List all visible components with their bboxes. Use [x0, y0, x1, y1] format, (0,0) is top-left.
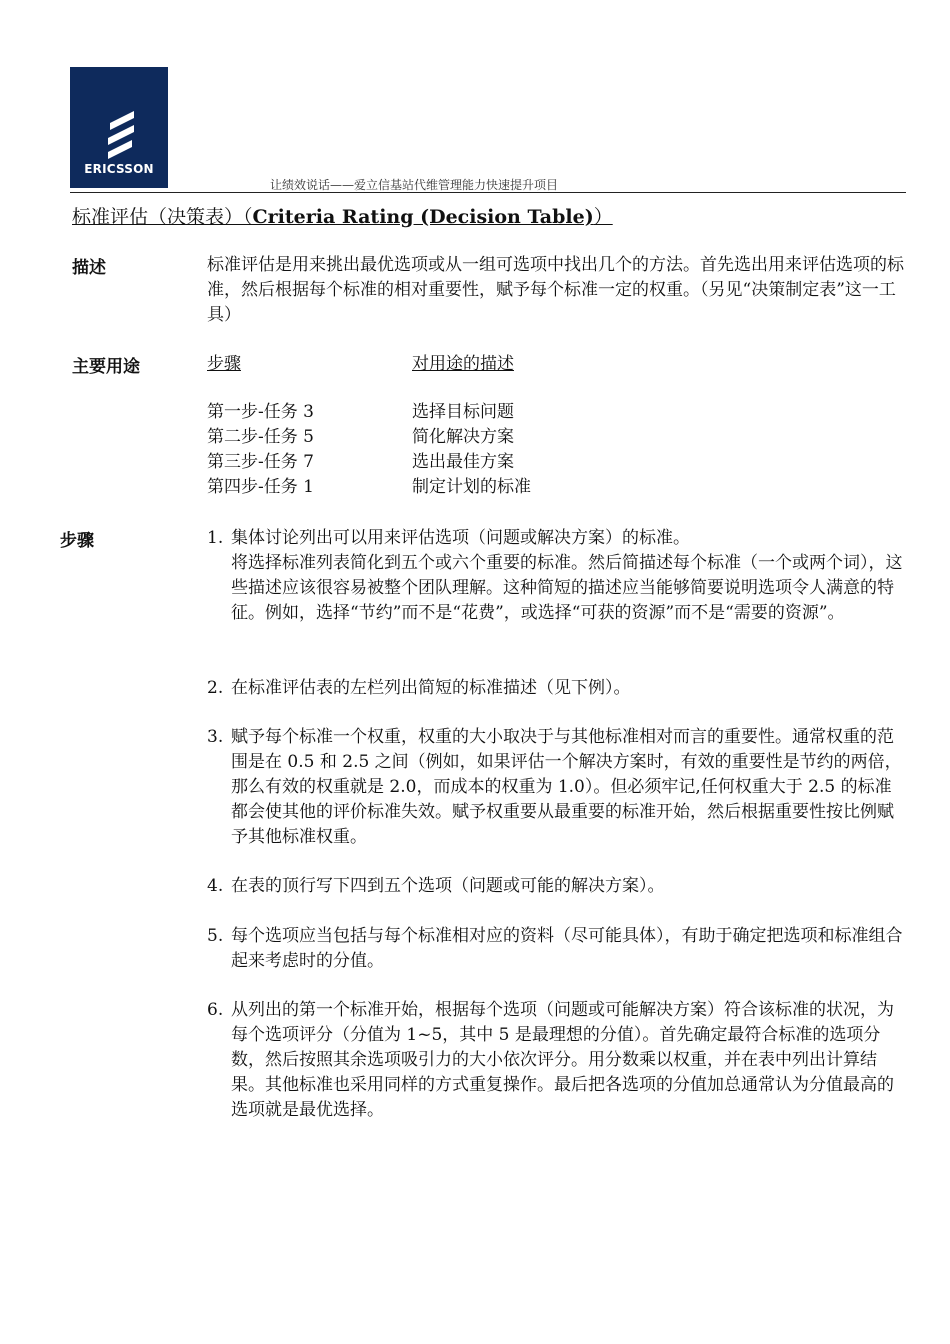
- uses-desc-header: 对用途的描述: [412, 354, 514, 374]
- procedure-item-4: 4. 在表的顶行写下四到五个选项（问题或可能的解决方案）。: [207, 874, 907, 899]
- uses-step-item: 第四步-任务 1: [207, 477, 314, 497]
- ericsson-logo-icon: [104, 109, 138, 159]
- procedure-item-text: 集体讨论列出可以用来评估选项（问题或解决方案）的标准。: [231, 528, 690, 548]
- description-text: 标准评估是用来挑出最优选项或从一组可选项中找出几个的方法。首先选出用来评估选项的标准，然后根据每个标准的相对重要性，赋予每个标准一定的权重。（另见“决策制定表”这一工具）: [207, 255, 904, 325]
- procedure-item-2: 2. 在标准评估表的左栏列出简短的标准描述（见下例）。: [207, 676, 907, 701]
- uses-step-item: 第二步-任务 5: [207, 427, 314, 447]
- procedure-item-text: 在表的顶行写下四到五个选项（问题或可能的解决方案）。: [231, 876, 665, 896]
- uses-label: 主要用途: [72, 357, 140, 377]
- procedure-item-text: 每个选项应当包括与每个标准相对应的资料（尽可能具体），有助于确定把选项和标准组合起来考虑时的分值。: [231, 926, 903, 971]
- uses-desc-item: 选择目标问题: [412, 402, 514, 422]
- procedure-item-text: 从列出的第一个标准开始，根据每个选项（问题或可能解决方案）符合该标准的状况，为每个选项评分（分值为 1~5，其中 5 是最理想的分值）。首先确定最符合标准的选项分数，然后按照其余选项吸引力的大小依次评分。用分数乘以权重，并在表中列出计算结果。其他标准也采用同样的方式重复操作。最后把各选项的分值加总通常认为分值最高的选项就是最优选择。: [231, 1000, 894, 1120]
- page-title: 标准评估（决策表）（Criteria Rating (Decision Table)）: [72, 206, 613, 228]
- procedure-item-text: 在标准评估表的左栏列出简短的标准描述（见下例）。: [231, 678, 631, 698]
- procedure-item-3: 3. 赋予每个标准一个权重，权重的大小取决于与其他标准相对而言的重要性。通常权重的范围是在 0.5 和 2.5 之间（例如，如果评估一个解决方案时，有效的重要性是节约的两倍，那么有效的权重就是 2.0，而成本的权重为 1.0）。但必须牢记,任何权重大于 2.5 的标准都会使其他的评价标准失效。赋予权重要从最重要的标准开始，然后根据重要性按比例赋予其他标准权重。: [207, 725, 907, 850]
- uses-steps-list: [207, 400, 314, 500]
- uses-desc-item: 简化解决方案: [412, 427, 514, 447]
- uses-desc-item: 选出最佳方案: [412, 452, 514, 472]
- ericsson-logo: [70, 67, 168, 188]
- procedure-item-extra: 将选择标准列表简化到五个或六个重要的标准。然后简描述每个标准（一个或两个词），这些描述应该很容易被整个团队理解。这种简短的描述应当能够简要说明选项令人满意的特征。例如，选择“节约”而不是“花费”，或选择“可获的资源”而不是“需要的资源”。: [231, 553, 903, 623]
- procedure-label: 步骤: [60, 531, 94, 551]
- uses-step-item: 第三步-任务 7: [207, 452, 314, 472]
- uses-desc-item: 制定计划的标准: [412, 477, 531, 497]
- header-subtitle: 让绩效说话——爱立信基站代维管理能力快速提升项目: [270, 178, 559, 192]
- logo-brand-text: ERICSSON: [84, 162, 154, 176]
- header-divider: [70, 192, 906, 193]
- uses-desc-list: [412, 400, 531, 500]
- procedure-item-text: 赋予每个标准一个权重，权重的大小取决于与其他标准相对而言的重要性。通常权重的范围是在 0.5 和 2.5 之间（例如，如果评估一个解决方案时，有效的重要性是节约的两倍，那么有效的权重就是 2.0，而成本的权重为 1.0）。但必须牢记,任何权重大于 2.5 的标准都会使其他的评价标准失效。赋予权重要从最重要的标准开始，然后根据重要性按比例赋予其他标准权重。: [231, 727, 902, 847]
- procedure-item-6: 6. 从列出的第一个标准开始，根据每个选项（问题或可能解决方案）符合该标准的状况，为每个选项评分（分值为 1~5，其中 5 是最理想的分值）。首先确定最符合标准的选项分数，然后按照其余选项吸引力的大小依次评分。用分数乘以权重，并在表中列出计算结果。其他标准也采用同样的方式重复操作。最后把各选项的分值加总通常认为分值最高的选项就是最优选择。: [207, 998, 907, 1123]
- uses-step-item: 第一步-任务 3: [207, 402, 314, 422]
- description-label: 描述: [72, 258, 106, 278]
- procedure-item-1: 1. 集体讨论列出可以用来评估选项（问题或解决方案）的标准。 将选择标准列表简化到五个或六个重要的标准。然后简描述每个标准（一个或两个词），这些描述应该很容易被整个团队理解。这种简短的描述应当能够简要说明选项令人满意的特征。例如，选择“节约”而不是“花费”，或选择“可获的资源”而不是“需要的资源”。: [207, 526, 907, 626]
- uses-step-header: 步骤: [207, 354, 241, 374]
- procedure-item-5: 5. 每个选项应当包括与每个标准相对应的资料（尽可能具体），有助于确定把选项和标准组合起来考虑时的分值。: [207, 924, 907, 974]
